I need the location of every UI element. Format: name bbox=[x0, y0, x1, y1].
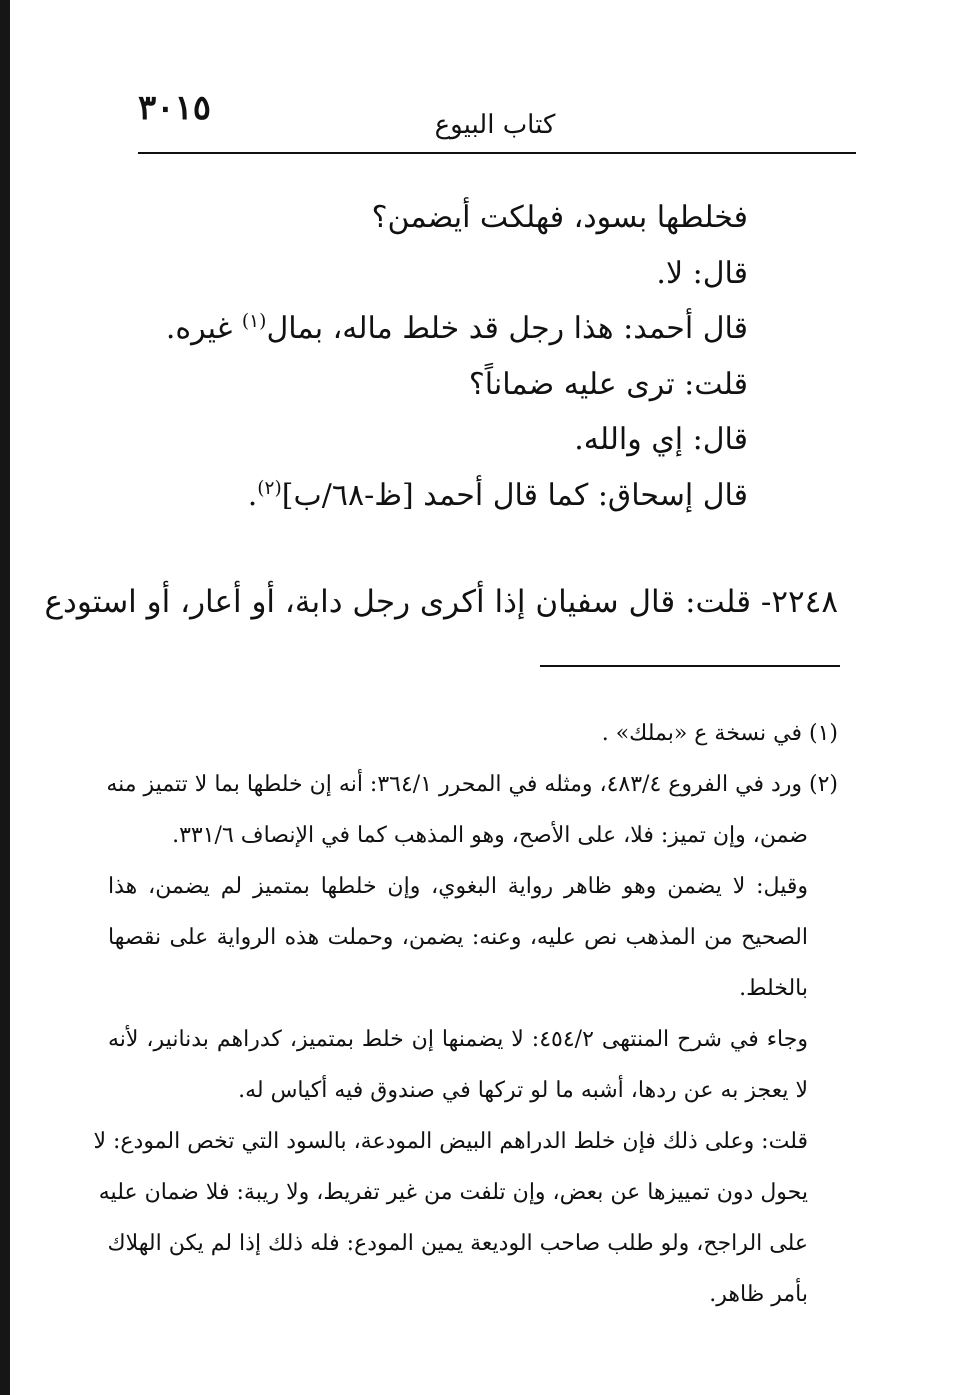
scan-edge-border bbox=[0, 0, 10, 1395]
footnote-2-line-5: بالخلط. bbox=[739, 976, 808, 1001]
main-line-6 bbox=[148, 468, 748, 524]
main-line-2: قال: لا. bbox=[656, 255, 748, 291]
main-line-4: قلت: ترى عليه ضماناً؟ bbox=[468, 366, 748, 402]
header-rule bbox=[138, 152, 856, 154]
footnote-2-line-11: بأمر ظاهر. bbox=[709, 1282, 808, 1307]
footnote-2-line-3: وقيل: لا يضمن وهو ظاهر رواية البغوي، وإن خلطها بمتميز لم يضمن، هذا bbox=[108, 874, 808, 899]
footnote-ref-2: (٢) bbox=[257, 477, 282, 499]
main-line-1: فخلطها بسود، فهلكت أيضمن؟ bbox=[371, 200, 748, 235]
footnote-2-line-1: (٢) ورد في الفروع ٤٨٣/٤، ومثله في المحرر ٣٦٤/١: أنه إن خلطها بما لا تتميز منه bbox=[106, 772, 838, 797]
footnote-2-line-8: قلت: وعلى ذلك فإن خلط الدراهم البيض المودعة، بالسود التي تخص المودع: لا bbox=[93, 1129, 808, 1154]
main-line-3-end: غيره. bbox=[165, 311, 242, 347]
main-line-5: قال: إي والله. bbox=[574, 422, 748, 458]
main-line-6-end: . bbox=[247, 477, 258, 513]
footnote-2-line-10: على الراجح، ولو طلب صاحب الوديعة يمين المودع: فله ذلك إذا لم يكن الهلاك bbox=[107, 1231, 808, 1256]
main-line-3 bbox=[148, 301, 748, 357]
main-text bbox=[148, 190, 748, 524]
footnote-1: (١) في نسخة ع «بملك» . bbox=[601, 721, 838, 746]
main-line-3-text: قال أحمد: هذا رجل قد خلط ماله، بمال bbox=[266, 311, 748, 347]
footnotes bbox=[93, 708, 838, 1320]
main-line-6-text: قال إسحاق: كما قال أحمد [ظ-٦٨/ب] bbox=[281, 477, 748, 513]
issue-heading: ٢٢٤٨- قلت: قال سفيان إذا أكرى رجل دابة، أو أعار، أو استودع bbox=[44, 584, 838, 620]
running-title: كتاب البيوع bbox=[434, 110, 556, 140]
footnote-ref-1: (١) bbox=[241, 311, 267, 333]
footnote-2-line-9: يحول دون تمييزها عن بعض، وإن تلفت من غير تفريط، ولا ريبة: فلا ضمان عليه bbox=[98, 1180, 808, 1205]
footnote-2-line-7: لا يعجز به عن ردها، أشبه ما لو تركها في صندوق فيه أكياس له. bbox=[238, 1078, 808, 1103]
footnote-rule bbox=[540, 665, 840, 667]
footnote-2-line-6: وجاء في شرح المنتهى ٤٥٤/٢: لا يضمنها إن خلط بمتميز، كدراهم بدنانير، لأنه bbox=[108, 1027, 808, 1052]
footnote-2-line-4: الصحيح من المذهب نص عليه، وعنه: يضمن، وحملت هذه الرواية على نقصها bbox=[108, 925, 808, 950]
footnote-2-line-2: ضمن، وإن تميز: فلا، على الأصح، وهو المذهب كما في الإنصاف ٣٣١/٦. bbox=[172, 823, 808, 848]
page-number: ٣٠١٥ bbox=[138, 88, 212, 128]
